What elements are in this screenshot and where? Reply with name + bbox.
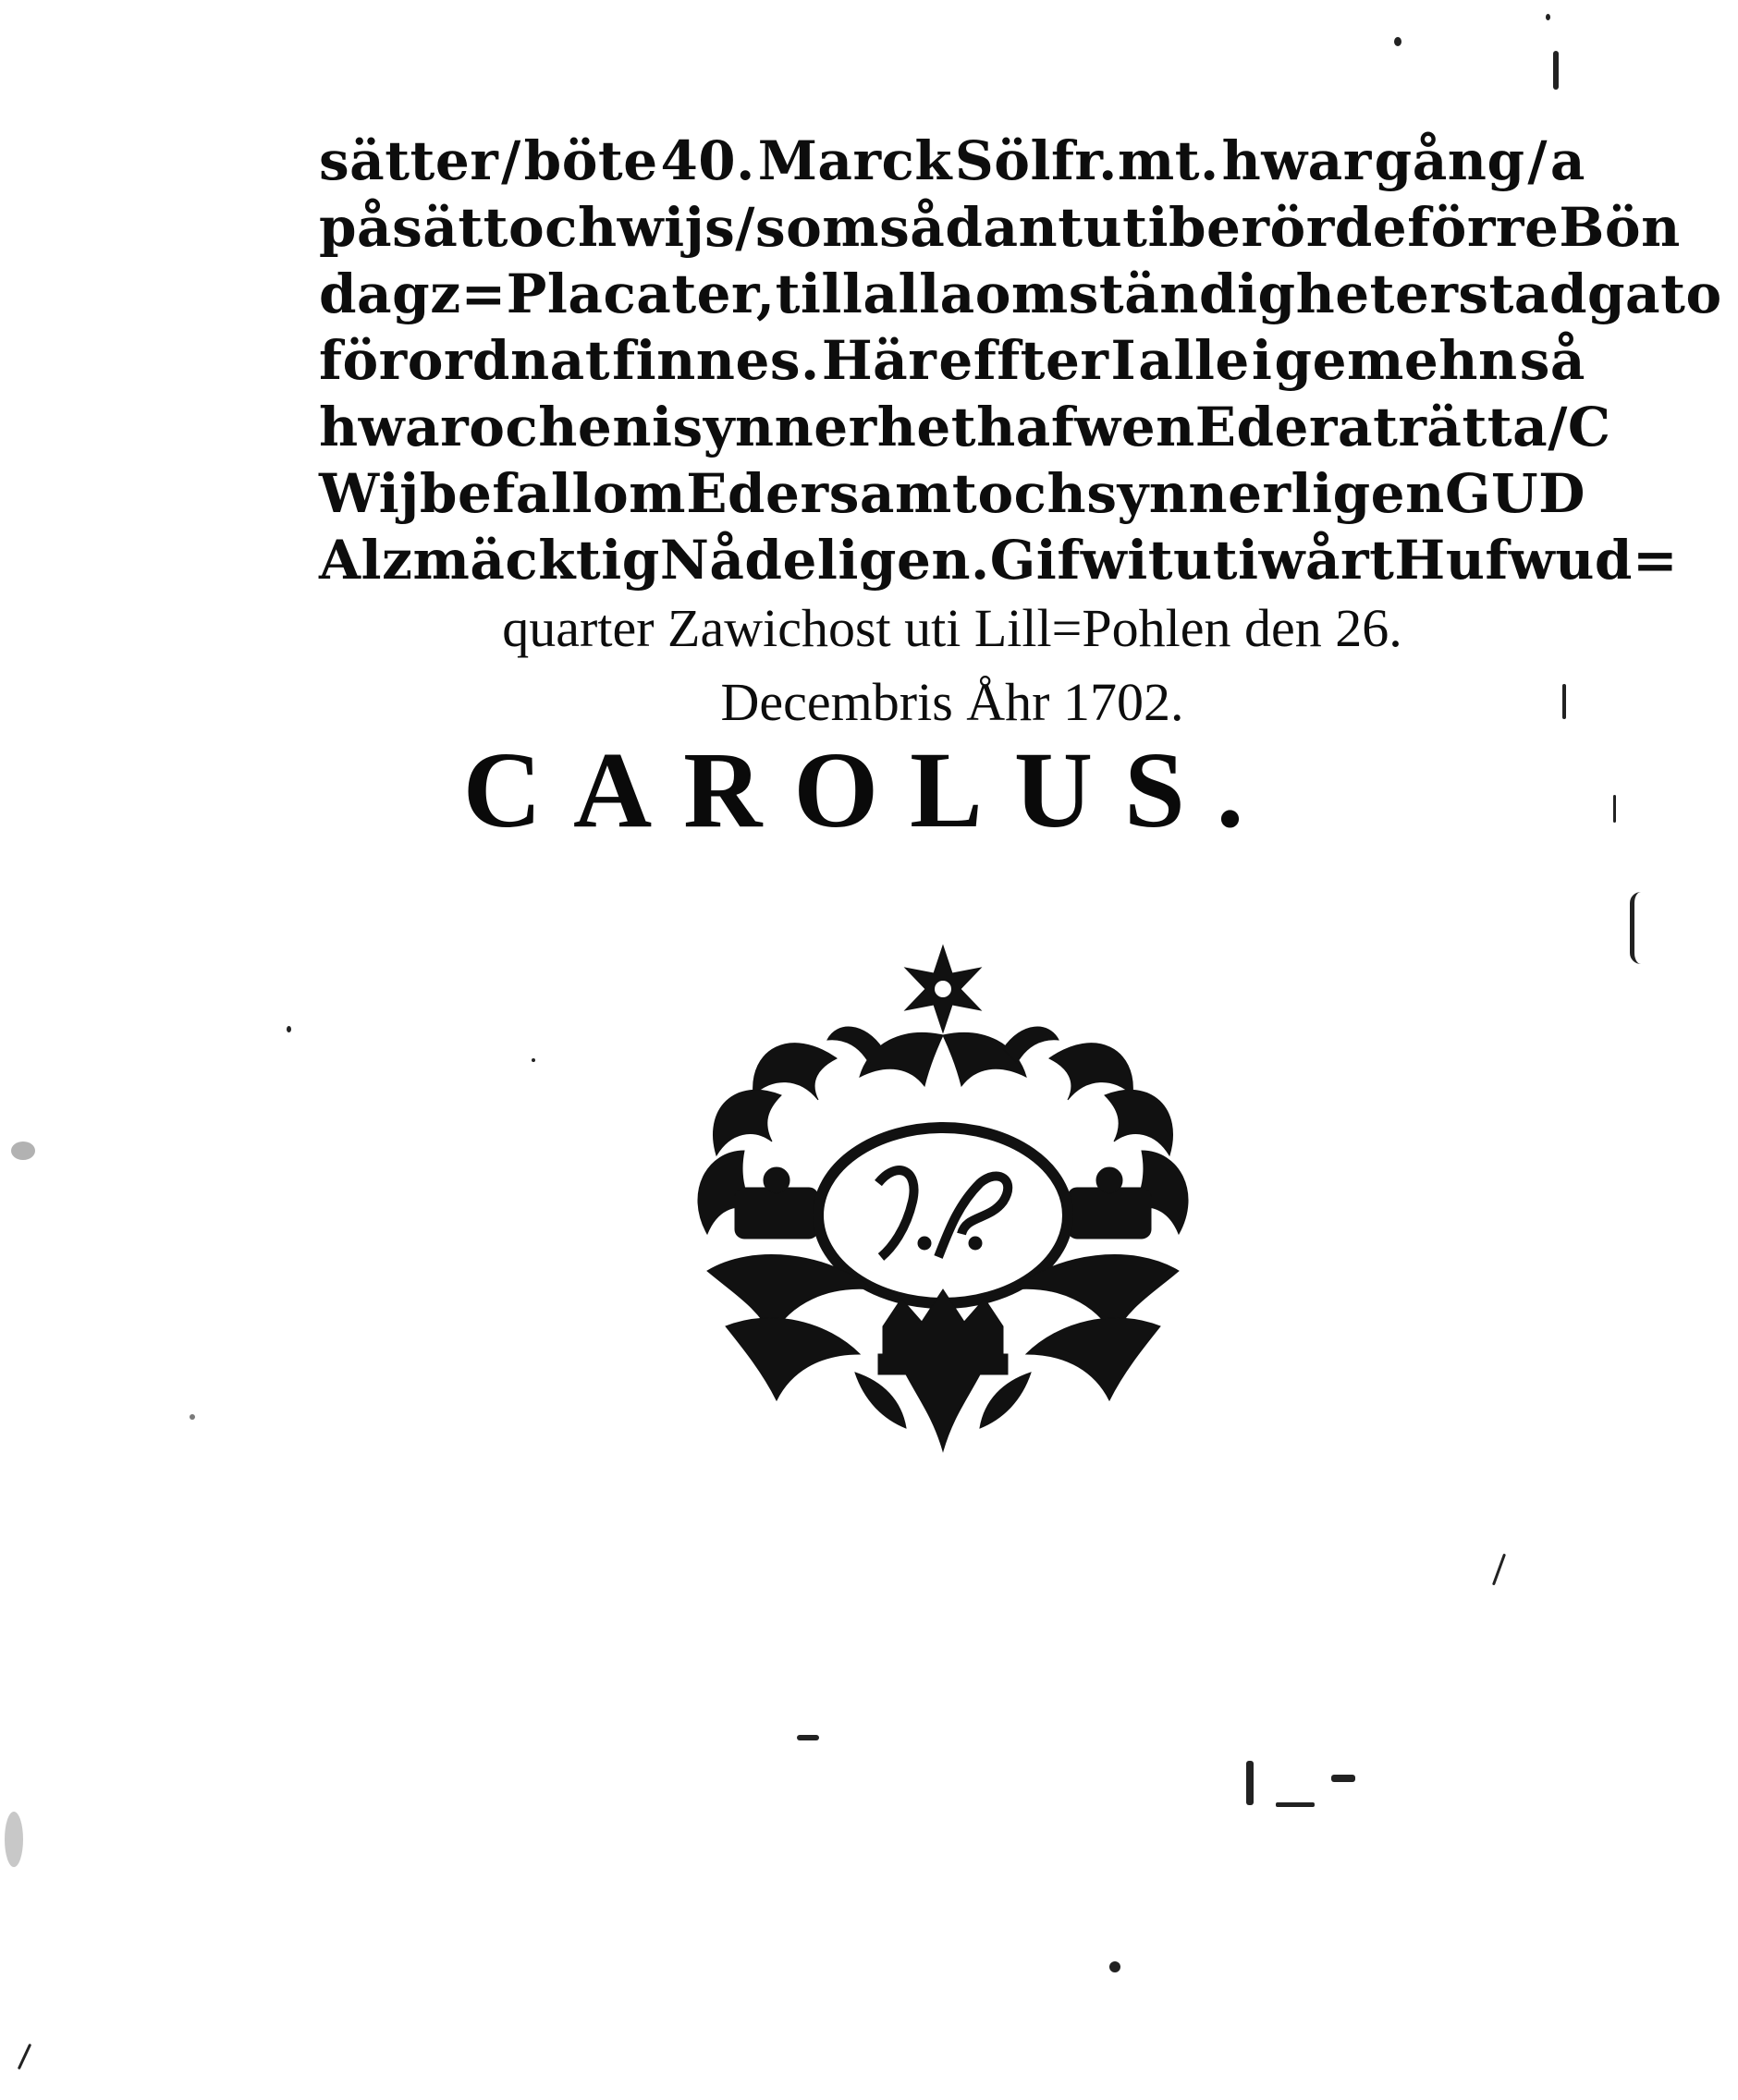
word: så: [1519, 329, 1585, 392]
date-line: Decembris Åhr 1702.: [720, 672, 1184, 732]
speck: [1331, 1775, 1355, 1782]
word: sätt: [392, 196, 508, 259]
word: o: [1685, 262, 1722, 325]
word: /: [735, 196, 755, 259]
word: Sölfr.mt.: [954, 129, 1219, 192]
speck: [1630, 892, 1641, 964]
word: Hufwud=: [1394, 529, 1679, 592]
word: Eder: [686, 462, 829, 525]
word: hwar: [1221, 129, 1372, 192]
word: uti: [1083, 196, 1169, 259]
word: till: [775, 262, 863, 325]
text-line-4: [319, 327, 1585, 394]
word: C: [1567, 396, 1611, 458]
word: hwar: [319, 396, 470, 458]
word: uti: [1173, 529, 1259, 592]
speck: [1276, 1802, 1315, 1807]
word: stadgat: [1458, 262, 1686, 325]
word: på: [319, 196, 393, 259]
speck: [1613, 795, 1616, 823]
word: gång: [1374, 129, 1525, 192]
word: sätter: [319, 129, 499, 192]
speck: [1546, 14, 1550, 20]
text-line-5: [319, 394, 1611, 460]
speck: [532, 1058, 535, 1062]
crowned-monogram-vignette: [670, 938, 1216, 1456]
word: i: [1251, 329, 1273, 392]
word: /: [501, 129, 521, 192]
word: och: [508, 196, 618, 259]
word: samt: [828, 462, 978, 525]
word: effter: [938, 329, 1109, 392]
word: Wij: [319, 462, 420, 525]
word: förre: [1407, 196, 1560, 259]
word: synnerligen: [1086, 462, 1445, 525]
word: i: [652, 396, 673, 458]
word: GUD: [1445, 462, 1585, 525]
proclamation-text: [319, 128, 1722, 738]
word: wårt: [1258, 529, 1395, 592]
word: synnerhet: [672, 396, 977, 458]
word: alla: [863, 262, 975, 325]
text-line-6: [319, 460, 1585, 527]
word: rätta: [1398, 396, 1548, 458]
word: finnes.: [612, 329, 820, 392]
word: en: [577, 396, 652, 458]
speck: [18, 2044, 31, 2069]
word: omständigheter: [974, 262, 1459, 325]
text-line-7: [319, 527, 1679, 593]
word: som: [754, 196, 880, 259]
word: a: [1549, 129, 1585, 192]
speck: [287, 1026, 291, 1032]
word: dagz=Placater,: [319, 262, 776, 325]
word: hafwen: [976, 396, 1195, 458]
word: Gifwit: [989, 529, 1174, 592]
speck: [1492, 1554, 1506, 1586]
word: berörde: [1169, 196, 1408, 259]
speck: [11, 1142, 35, 1160]
word: alle: [1138, 329, 1250, 392]
word: Alzmäcktig: [319, 529, 660, 592]
word: förordnat: [319, 329, 611, 392]
speck: [1109, 1961, 1120, 1972]
royal-signature: CAROLUS.: [462, 729, 1276, 850]
text-line-1: [319, 128, 1585, 194]
text-line-3: [319, 261, 1722, 327]
word: wijs: [617, 196, 736, 259]
speck: [5, 1812, 23, 1867]
speck: [1553, 51, 1559, 90]
word: och: [977, 462, 1087, 525]
word: Nådeligen.: [659, 529, 990, 592]
word: /: [1527, 129, 1548, 192]
speck: [190, 1414, 195, 1420]
text-line-8: quarter Zawichost uti Lill=Pohlen den 26.: [502, 598, 1402, 658]
speck: [1394, 37, 1401, 46]
speck: [1562, 684, 1566, 719]
word: 40.: [660, 129, 755, 192]
word: Här: [821, 329, 937, 392]
word: befallom: [419, 462, 687, 525]
speck: [1246, 1761, 1254, 1805]
text-line-2: [319, 194, 1681, 261]
word: Eder: [1194, 396, 1338, 458]
word: at: [1338, 396, 1399, 458]
word: och: [469, 396, 578, 458]
word: /: [1548, 396, 1568, 458]
word: böte: [523, 129, 658, 192]
word: gemehn: [1274, 329, 1518, 392]
word: Marck: [757, 129, 953, 192]
word: Bön: [1559, 196, 1681, 259]
speck: [797, 1735, 819, 1740]
word: I: [1110, 329, 1137, 392]
word: sådant: [879, 196, 1083, 259]
